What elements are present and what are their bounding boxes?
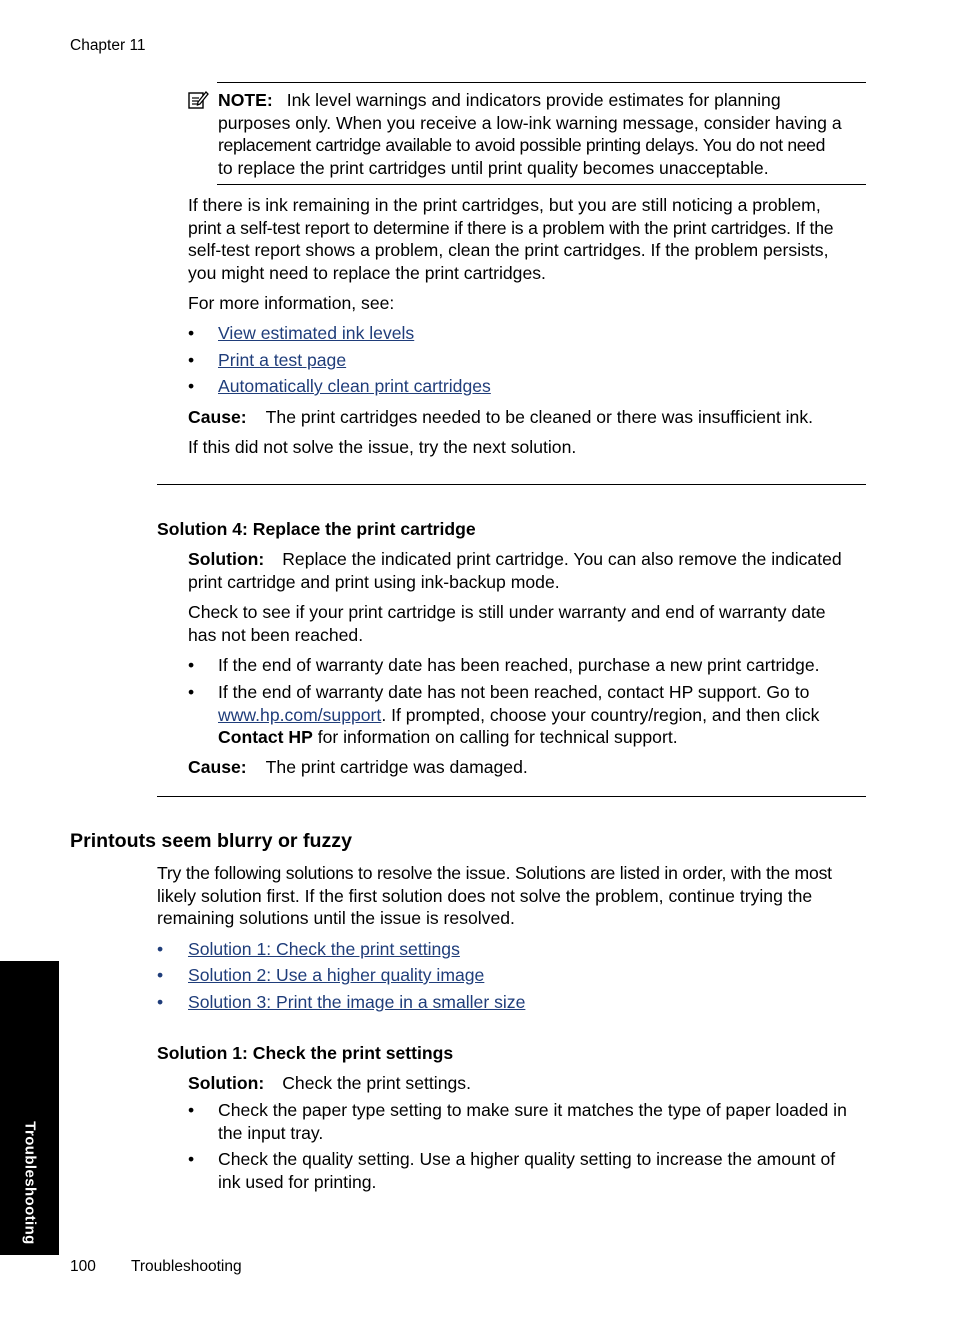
link-solution3[interactable]: Solution 3: Print the image in a smaller size bbox=[188, 992, 526, 1012]
cause-line: Cause: The print cartridges needed to be cleaned or there was insufficient ink. bbox=[188, 407, 814, 427]
section-divider bbox=[157, 484, 866, 485]
warranty-not-reached-item: If the end of warranty date has not been reached, contact HP support. Go to www.hp.com/support. If prompted, choose your country/region, and then click Contact HP for information on calling for technical support. bbox=[218, 682, 820, 748]
blurry-heading: Printouts seem blurry or fuzzy bbox=[70, 830, 352, 852]
link-auto-clean-cartridges[interactable]: Automatically clean print cartridges bbox=[218, 376, 491, 396]
solution1-heading: Solution 1: Check the print settings bbox=[157, 1043, 454, 1063]
bullet-marker: • bbox=[188, 682, 195, 702]
blurry-intro: Try the following solutions to resolve the issue. Solutions are listed in order, with the most likely solution first. If the first solution does not solve the problem, continue trying the remaining solutions until the issue is resolved. bbox=[157, 863, 832, 929]
note-top-rule bbox=[217, 82, 866, 83]
cause-line: Cause: The print cartridge was damaged. bbox=[188, 757, 528, 777]
bullet-marker: • bbox=[157, 992, 164, 1012]
bullet-marker: • bbox=[188, 655, 195, 675]
bullet-marker: • bbox=[188, 350, 195, 370]
page-number: 100 bbox=[70, 1258, 96, 1275]
link-solution2[interactable]: Solution 2: Use a higher quality image bbox=[188, 965, 485, 985]
solution1-text: Solution: Check the print settings. bbox=[188, 1073, 471, 1093]
link-print-test-page[interactable]: Print a test page bbox=[218, 350, 347, 370]
link-hp-support[interactable]: www.hp.com/support bbox=[218, 704, 382, 725]
note-label: NOTE: bbox=[218, 90, 273, 110]
solution4-heading: Solution 4: Replace the print cartridge bbox=[157, 519, 476, 539]
bullet-marker: • bbox=[188, 376, 195, 396]
solution4-text: Solution: Replace the indicated print cartridge. You can also remove the indicated print cartridge and print using ink-backup mode. bbox=[188, 549, 842, 592]
note-text: NOTE: Ink level warnings and indicators provide estimates for planning purposes only. When you receive a low-ink warning message, consider having a replacement cartridge available to avoid possible printing delays. You do not need to replace the print cartridges until print quality becomes unacceptable. bbox=[218, 90, 842, 178]
note-icon bbox=[187, 89, 209, 111]
footer-section: Troubleshooting bbox=[131, 1258, 242, 1275]
bullet-marker: • bbox=[188, 323, 195, 343]
note-bottom-rule bbox=[217, 184, 866, 185]
more-info-text: For more information, see: bbox=[188, 293, 395, 313]
section-divider bbox=[157, 796, 866, 797]
quality-setting-item: Check the quality setting. Use a higher quality setting to increase the amount of ink used for printing. bbox=[218, 1149, 836, 1192]
ink-remaining-paragraph: If there is ink remaining in the print cartridges, but you are still noticing a problem, print a self-test report to determine if there is a problem with the print cartridges. If the self-test report shows a problem, clean the print cartridges. If the problem persists, you might need to replace the print cartridges. bbox=[188, 195, 834, 283]
next-solution-text: If this did not solve the issue, try the next solution. bbox=[188, 437, 577, 457]
bullet-marker: • bbox=[188, 1100, 195, 1120]
bullet-marker: • bbox=[188, 1149, 195, 1169]
bullet-marker: • bbox=[157, 965, 164, 985]
side-tab-label: Troubleshooting bbox=[21, 1121, 39, 1245]
bullet-marker: • bbox=[157, 939, 164, 959]
link-solution1[interactable]: Solution 1: Check the print settings bbox=[188, 939, 460, 959]
warranty-reached-item: If the end of warranty date has been reached, purchase a new print cartridge. bbox=[218, 655, 820, 675]
paper-type-item: Check the paper type setting to make sure it matches the type of paper loaded in the input tray. bbox=[218, 1100, 847, 1143]
link-view-ink-levels[interactable]: View estimated ink levels bbox=[218, 323, 415, 343]
warranty-paragraph: Check to see if your print cartridge is still under warranty and end of warranty date has not been reached. bbox=[188, 602, 826, 645]
chapter-header: Chapter 11 bbox=[70, 37, 146, 54]
